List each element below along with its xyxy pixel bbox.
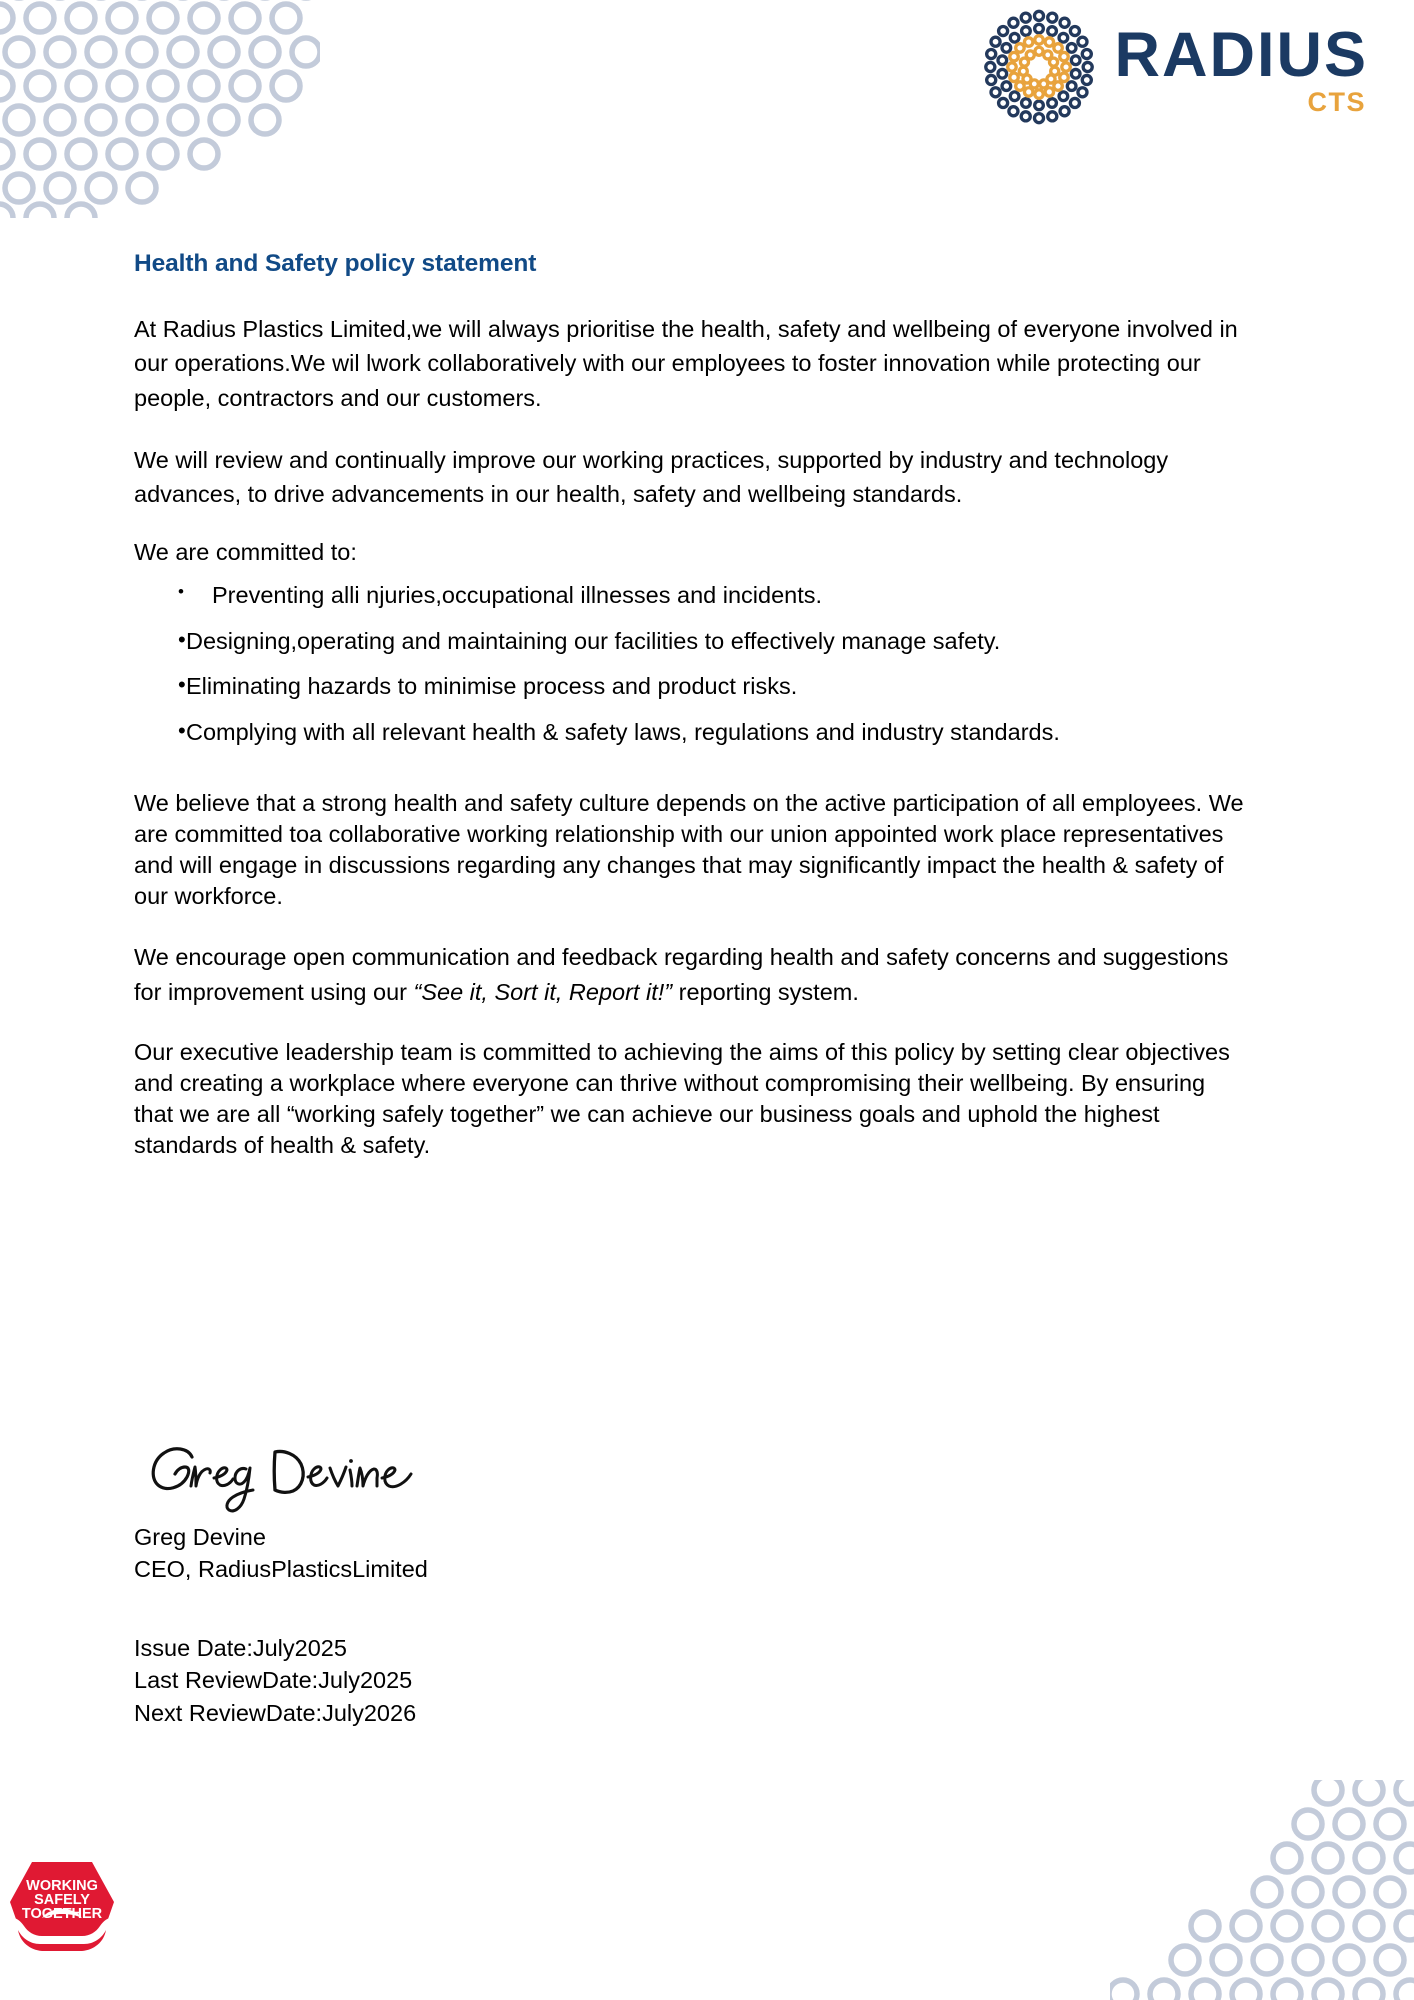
list-item: • Eliminating hazards to minimise process and product risks.: [134, 671, 1250, 702]
list-item: • Preventing alli njuries,occupational illnesses and incidents.: [134, 580, 1250, 611]
working-safely-together-badge: [2, 1854, 122, 1982]
badge-line-1: WORKING: [26, 1878, 98, 1894]
logo-brand-sub: CTS: [1307, 86, 1366, 117]
next-review-date: Next ReviewDate:July2026: [134, 1699, 417, 1726]
radius-dot-circle-icon: [980, 8, 1098, 126]
radius-cts-logo: [980, 8, 1368, 126]
signatory-name: Greg Devine: [134, 1524, 266, 1550]
handwritten-signature-icon: [144, 1440, 414, 1516]
logo-brand-name: RADIUS: [1114, 20, 1368, 90]
badge-line-3: TOGETHER: [21, 1906, 103, 1922]
paragraph-executive-leadership: Our executive leadership team is committed to achieving the aims of this policy by setting clear objectives and creating a workplace where everyone can thrive without compromising their wellbeing. By ensuring that we are all “working safely together” we can achieve our business goals and uphold the highest standards of health & safety.: [134, 1039, 1230, 1159]
paragraph-continual-improvement: We will review and continually improve our working practices, supported by industry and technology advances, to drive advancements in our health, safety and wellbeing standards.: [134, 446, 1169, 508]
decorative-ring-pattern-top-left: [0, 0, 320, 218]
paragraph-safety-culture: We believe that a strong health and safety culture depends on the active participation of all employees. We are committed toa collaborative working relationship with our union appointed work place representatives and will engage in discussions regarding any changes that may significantly impact the health & safety of our workforce.: [134, 790, 1244, 910]
see-it-sort-it-report-it-quote: “See it, Sort it, Report it!”: [413, 978, 673, 1005]
list-item: • Complying with all relevant health & safety laws, regulations and industry standards.: [134, 717, 1250, 748]
communication-text-before: We encourage open communication and feedback regarding health and safety concerns and suggestions for improvement using our: [134, 944, 1229, 1005]
commitments-intro: We are committed to:: [134, 539, 357, 566]
last-review-date: Last ReviewDate:July2025: [134, 1667, 413, 1694]
communication-text-after: reporting system.: [672, 978, 859, 1005]
logo-wordmark: [1114, 8, 1368, 116]
paragraph-open-communication: [134, 940, 1250, 1009]
commitments-list: [134, 580, 1250, 748]
badge-line-2: SAFELY: [34, 1892, 90, 1908]
signature-block: [134, 1440, 834, 1586]
signatory-role: CEO, RadiusPlasticsLimited: [134, 1555, 428, 1582]
review-dates-block: [134, 1632, 416, 1729]
decorative-ring-pattern-bottom-right: [1110, 1780, 1414, 2000]
page-title: Health and Safety policy statement: [134, 250, 537, 277]
issue-date: Issue Date:July2025: [134, 1635, 347, 1661]
document-body: [134, 250, 1250, 1189]
paragraph-intro: At Radius Plastics Limited,we will always prioritise the health, safety and wellbeing of everyone involved in our operations.We wil lwork collaboratively with our employees to foster innovation while protecting our people, contractors and our customers.: [134, 316, 1238, 411]
list-item: • Designing,operating and maintaining our facilities to effectively manage safety.: [134, 626, 1250, 657]
